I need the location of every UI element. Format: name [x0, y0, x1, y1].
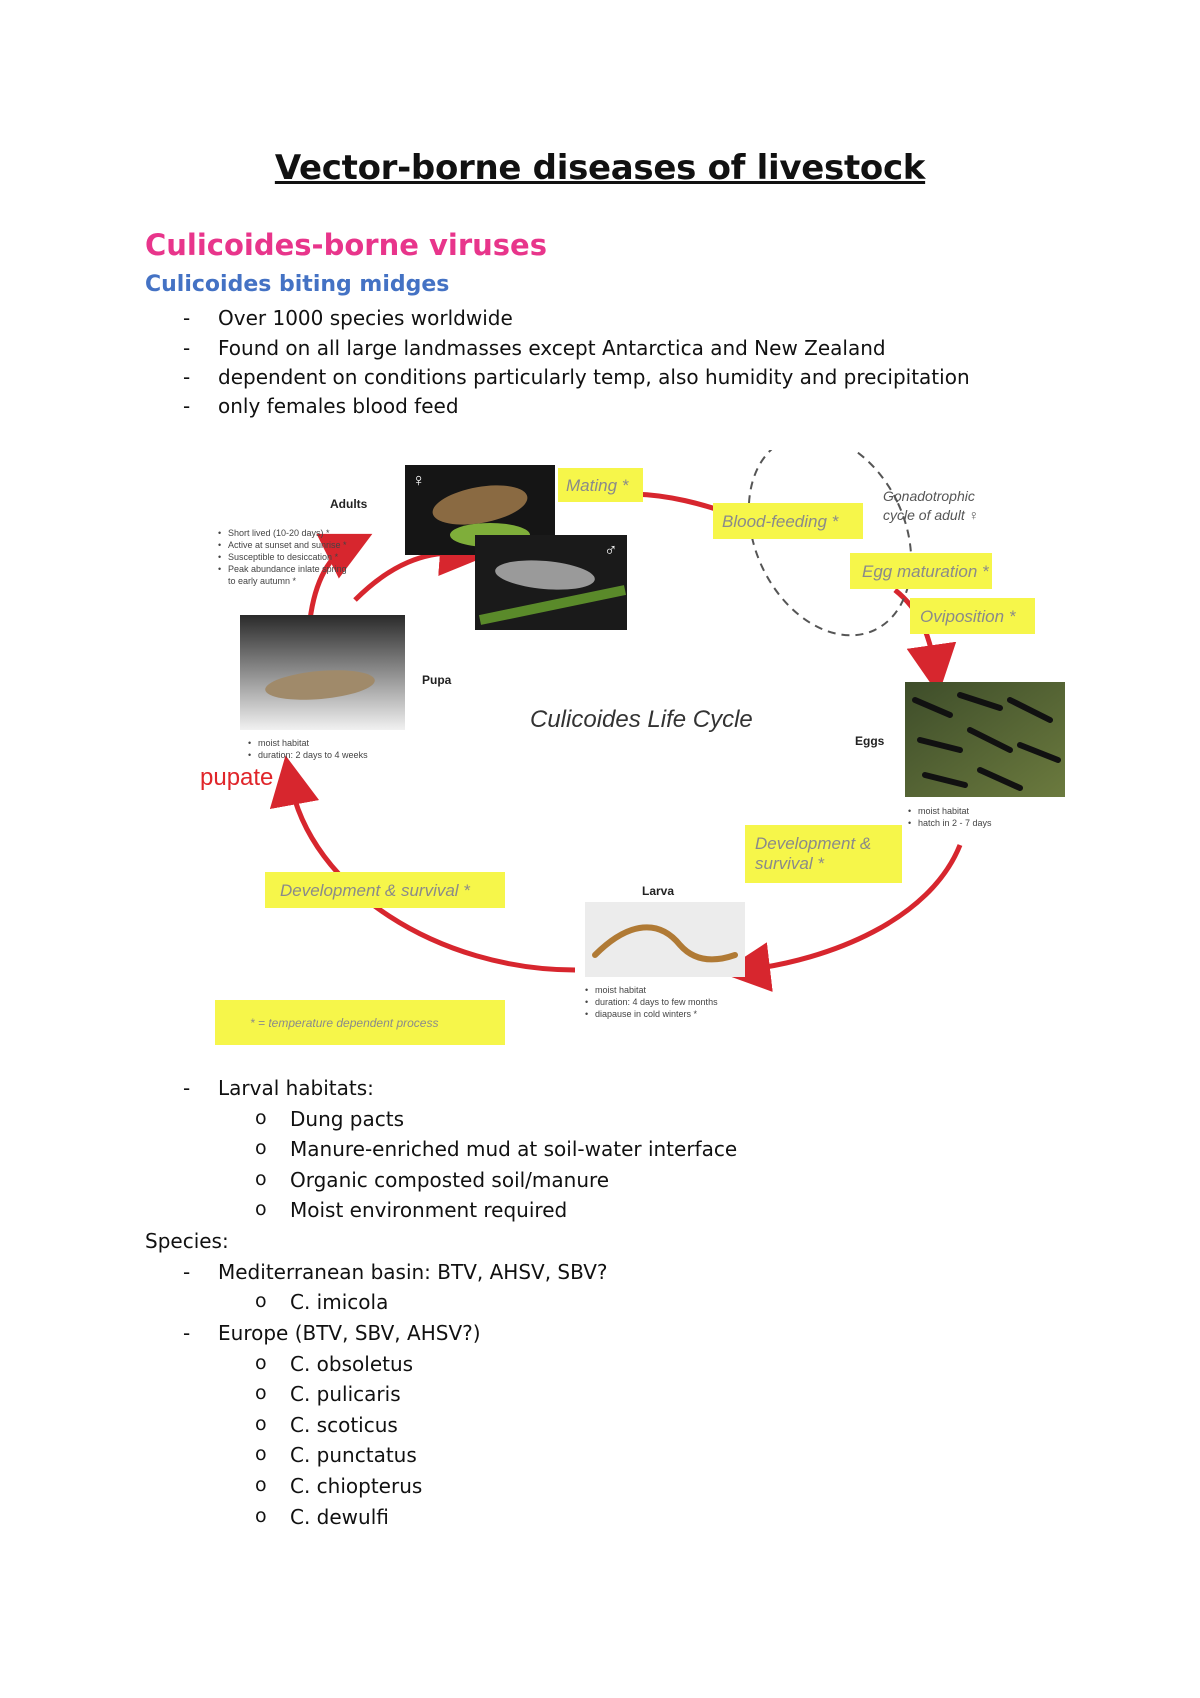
- svg-text:•: •: [218, 564, 222, 574]
- section-heading: Culicoides-borne viruses: [145, 228, 547, 262]
- svg-text:•: •: [248, 738, 252, 748]
- adult-note: to early autumn *: [228, 576, 297, 586]
- larval-habitat-item: Dung pacts: [290, 1107, 405, 1131]
- development-left-label: Development & survival *: [280, 881, 470, 900]
- svg-text:•: •: [585, 985, 589, 995]
- egg-note: moist habitat: [918, 806, 970, 816]
- sub-bullet-marker: o: [255, 1137, 267, 1159]
- adult-note: Short lived (10-20 days) *: [228, 528, 330, 538]
- mating-label: Mating *: [566, 476, 629, 495]
- sub-bullet-marker: o: [255, 1505, 267, 1527]
- bullet-dash: -: [183, 1076, 191, 1100]
- page-title: Vector-borne diseases of livestock: [274, 148, 926, 188]
- bullet-dash: -: [183, 306, 191, 330]
- bullet-item: Found on all large landmasses except Antarctica and New Zealand: [218, 336, 886, 360]
- sub-bullet-marker: o: [255, 1443, 267, 1465]
- bullet-dash: -: [183, 1260, 191, 1284]
- larval-habitat-item: Organic composted soil/manure: [290, 1168, 610, 1192]
- species-item: C. punctatus: [290, 1443, 417, 1467]
- subsection-heading: Culicoides biting midges: [145, 272, 450, 297]
- adults-notes: [218, 528, 347, 586]
- species-group-label: Europe (BTV, SBV, AHSV?): [218, 1321, 481, 1345]
- adults-label: Adults: [330, 497, 368, 511]
- sub-bullet-marker: o: [255, 1168, 267, 1190]
- species-group-label: Mediterranean basin: BTV, AHSV, SBV?: [218, 1260, 608, 1284]
- larval-habitat-item: Manure-enriched mud at soil-water interface: [290, 1137, 738, 1161]
- svg-text:•: •: [218, 552, 222, 562]
- sub-bullet-marker: o: [255, 1352, 267, 1374]
- egg-maturation-label: Egg maturation *: [862, 562, 989, 581]
- larva-notes: [585, 985, 718, 1019]
- species-item: C. chiopterus: [290, 1474, 423, 1498]
- bullet-item: only females blood feed: [218, 394, 459, 418]
- blood-feeding-label: Blood-feeding *: [722, 512, 839, 531]
- bullet-item: dependent on conditions particularly temp, also humidity and precipitation: [218, 365, 970, 389]
- sub-bullet-marker: o: [255, 1382, 267, 1404]
- sub-bullet-marker: o: [255, 1290, 267, 1312]
- sub-bullet-marker: o: [255, 1107, 267, 1129]
- eggs-notes: [908, 806, 992, 828]
- pupa-label: Pupa: [422, 673, 452, 687]
- svg-text:•: •: [218, 540, 222, 550]
- svg-text:•: •: [908, 818, 912, 828]
- adult-note: Susceptible to desiccation *: [228, 552, 339, 562]
- bullet-dash: -: [183, 365, 191, 389]
- larva-note: duration: 4 days to few months: [595, 997, 718, 1007]
- pupa-note: moist habitat: [258, 738, 310, 748]
- gonotrophic-label: cycle of adult ♀: [883, 507, 980, 523]
- oviposition-label: Oviposition *: [920, 607, 1016, 626]
- arrow-pupa-to-male: [355, 553, 465, 600]
- species-item: C. pulicaris: [290, 1382, 401, 1406]
- pupate-label: pupate: [200, 764, 274, 791]
- adult-note: Peak abundance inlate spring: [228, 564, 347, 574]
- legend-label: * = temperature dependent process: [250, 1016, 439, 1030]
- eggs-label: Eggs: [855, 734, 885, 748]
- bullet-item: Over 1000 species worldwide: [218, 306, 513, 330]
- species-item: C. dewulfi: [290, 1505, 389, 1529]
- species-item: C. scoticus: [290, 1413, 398, 1437]
- larval-habitats-label: Larval habitats:: [218, 1076, 374, 1100]
- svg-text:•: •: [585, 997, 589, 1007]
- development-right-label: survival *: [755, 854, 824, 873]
- larva-note: diapause in cold winters *: [595, 1009, 698, 1019]
- bullet-dash: -: [183, 336, 191, 360]
- life-cycle-title: Culicoides Life Cycle: [530, 706, 753, 733]
- bullet-dash: -: [183, 394, 191, 418]
- species-item: C. imicola: [290, 1290, 389, 1314]
- svg-text:•: •: [585, 1009, 589, 1019]
- gonotrophic-label: Gonadotrophic: [883, 488, 975, 504]
- species-item: C. obsoletus: [290, 1352, 414, 1376]
- pupa-note: duration: 2 days to 4 weeks: [258, 750, 368, 760]
- sub-bullet-marker: o: [255, 1413, 267, 1435]
- larva-note: moist habitat: [595, 985, 647, 995]
- life-cycle-diagram: [190, 450, 1090, 1050]
- bullet-dash: -: [183, 1321, 191, 1345]
- sub-bullet-marker: o: [255, 1474, 267, 1496]
- larval-habitat-item: Moist environment required: [290, 1198, 568, 1222]
- adult-note: Active at sunset and sunrise *: [228, 540, 347, 550]
- egg-note: hatch in 2 - 7 days: [918, 818, 992, 828]
- larva-label: Larva: [642, 884, 675, 898]
- svg-text:•: •: [248, 750, 252, 760]
- pupa-notes: [248, 738, 368, 760]
- female-symbol: ♀: [412, 470, 426, 490]
- sub-bullet-marker: o: [255, 1198, 267, 1220]
- species-label: Species:: [145, 1229, 229, 1253]
- svg-text:•: •: [908, 806, 912, 816]
- svg-text:•: •: [218, 528, 222, 538]
- development-right-label: Development &: [755, 834, 872, 853]
- male-symbol: ♂: [604, 540, 618, 560]
